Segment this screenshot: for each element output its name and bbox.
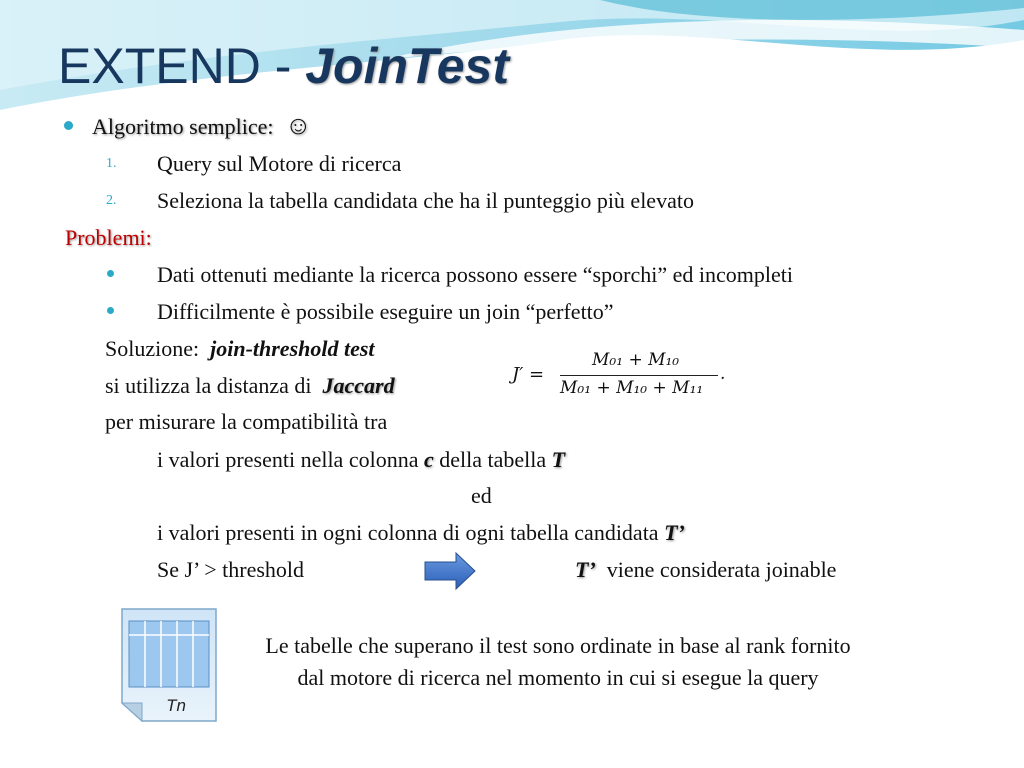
- main-bullet-label: Algoritmo semplice:: [92, 114, 274, 139]
- solution-line-1: [105, 335, 375, 363]
- column-c: c: [423, 447, 434, 472]
- ed-connector: ed: [471, 483, 492, 508]
- jaccard-formula: [512, 350, 727, 402]
- table-T-prime: T’: [664, 520, 685, 545]
- solution-line-3: per misurare la compatibilità tra: [105, 409, 388, 434]
- condition-text: Se J’ > threshold: [157, 557, 305, 582]
- formula-numerator: M₀₁ + M₁₀: [592, 350, 680, 370]
- jaccard-prefix: si utilizza la distanza di: [105, 373, 312, 398]
- result-T-prime: T’: [575, 557, 596, 582]
- footer-note: Le tabelle che superano il test sono ordinate in base al rank fornito dal motore di ricerca nel momento in cui si esegue la query: [265, 633, 851, 690]
- solution-line-5: [157, 519, 685, 547]
- solution-term: join-threshold test: [210, 336, 375, 361]
- jaccard-term: Jaccard: [322, 373, 395, 398]
- result-text: viene considerata joinable: [606, 557, 837, 582]
- title-sub: JoinTest: [305, 38, 509, 94]
- line5-text: i valori presenti in ogni colonna di ogni tabella candidata: [157, 520, 659, 545]
- problem-item-2: Difficilmente è possibile eseguire un join “perfetto”: [157, 299, 614, 324]
- fraction-bar: [560, 375, 718, 376]
- step-text-2: Seleziona la tabella candidata che ha il punteggio più elevato: [157, 188, 694, 213]
- doc-label: Tn: [166, 696, 186, 715]
- bullet-icon: [64, 121, 73, 130]
- solution-line-4: [157, 446, 565, 474]
- line4-a: i valori presenti nella colonna: [157, 447, 419, 472]
- problems-heading: Problemi:: [65, 225, 152, 250]
- formula-end: .: [720, 364, 726, 384]
- bullet-icon: [107, 307, 114, 314]
- step-number-2: 2.: [106, 193, 117, 208]
- problem-item-1: Dati ottenuti mediante la ricerca possono essere “sporchi” ed incompleti: [157, 262, 793, 287]
- main-bullet: [92, 112, 312, 141]
- table-T: T: [551, 447, 566, 472]
- result-line: [575, 556, 836, 584]
- smiley-icon: ☺: [284, 111, 312, 140]
- formula-lhs: J′ =: [512, 364, 545, 385]
- step-text-1: Query sul Motore di ricerca: [157, 151, 402, 176]
- line4-b: della tabella: [439, 447, 547, 472]
- bullet-icon: [107, 270, 114, 277]
- step-number-1: 1.: [106, 156, 117, 171]
- title-main: EXTEND -: [58, 38, 306, 94]
- table-document-icon: [118, 607, 220, 725]
- solution-line-2: [105, 372, 395, 400]
- right-arrow-icon: [424, 552, 476, 590]
- formula-denominator: M₀₁ + M₁₀ + M₁₁: [560, 378, 704, 398]
- page-title: [58, 36, 509, 96]
- solution-label: Soluzione:: [105, 336, 200, 361]
